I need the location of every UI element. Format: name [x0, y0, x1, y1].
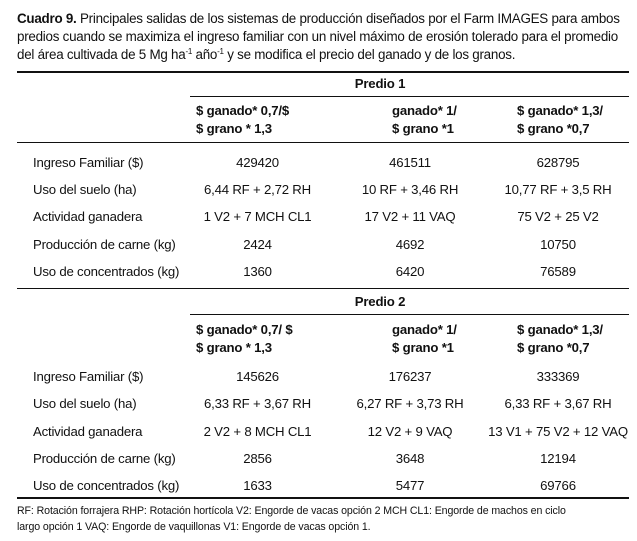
- cell-value: 12194: [540, 451, 576, 466]
- cell-value: 6,44 RF + 2,72 RH: [204, 182, 311, 197]
- predio2-scenario-2-line1: ganado* 1/: [392, 322, 457, 337]
- footnote-line-1: RF: Rotación forrajera RHP: Rotación hortícola V2: Engorde de vacas opción 2 MCH CL1: Engorde de machos en ciclo: [17, 505, 566, 517]
- cell-value: 17 V2 + 11 VAQ: [364, 209, 456, 224]
- row-label: Uso del suelo (ha): [33, 182, 137, 197]
- caption-label: Cuadro 9.: [17, 11, 77, 26]
- table-caption: [17, 10, 629, 64]
- row-label: Uso del suelo (ha): [33, 396, 137, 411]
- row-label: Producción de carne (kg): [33, 237, 176, 252]
- predio1-scenario-3-line1: $ ganado* 1,3/: [517, 103, 603, 118]
- row-label: Ingreso Familiar ($): [33, 155, 144, 170]
- cell-value: 1 V2 + 7 MCH CL1: [203, 209, 312, 224]
- predio1-header-rule: [190, 96, 629, 97]
- caption-superscript: -1: [217, 47, 224, 56]
- predio2-header-rule: [190, 314, 629, 315]
- predio1-scenario-1-line1: $ ganado* 0,7/$: [196, 103, 290, 118]
- row-label: Producción de carne (kg): [33, 451, 176, 466]
- cell-value: 10,77 RF + 3,5 RH: [504, 182, 612, 197]
- caption-superscript: -1: [185, 47, 193, 56]
- predio2-title: Predio 2: [354, 294, 406, 309]
- cell-value: 461511: [389, 155, 431, 170]
- cell-value: 145626: [236, 369, 279, 384]
- cell-value: 13 V1 + 75 V2 + 12 VAQ: [488, 424, 628, 439]
- cell-value: 429420: [236, 155, 279, 170]
- cell-value: 6,27 RF + 3,73 RH: [356, 396, 464, 411]
- cell-value: 1360: [243, 264, 272, 279]
- cell-value: 6420: [395, 264, 425, 279]
- cell-value: 12 V2 + 9 VAQ: [367, 424, 453, 439]
- predio2-scenario-2-line2: $ grano *1: [392, 340, 454, 355]
- cell-value: 3648: [395, 451, 425, 466]
- predio1-scenario-2-line2: $ grano *1: [392, 121, 454, 136]
- predio1-body-rule: [17, 142, 629, 143]
- row-label: Uso de concentrados (kg): [33, 264, 180, 279]
- cell-value: 2424: [243, 237, 272, 252]
- predio1-scenario-3-line2: $ grano *0,7: [517, 121, 590, 136]
- cell-value: 10750: [540, 237, 576, 252]
- predio1-scenario-2-line1: ganado* 1/: [392, 103, 457, 118]
- cell-value: 76589: [540, 264, 576, 279]
- row-label: Uso de concentrados (kg): [33, 478, 180, 493]
- cell-value: 4692: [395, 237, 425, 252]
- row-label: Ingreso Familiar ($): [33, 369, 144, 384]
- predio2-scenario-3-line1: $ ganado* 1,3/: [517, 322, 603, 337]
- cell-value: 75 V2 + 25 V2: [517, 209, 599, 224]
- section-divider-rule: [17, 288, 629, 289]
- predio2-scenario-1-line1: $ ganado* 0,7/ $: [196, 322, 293, 337]
- cell-value: 69766: [540, 478, 576, 493]
- cell-value: 176237: [388, 369, 432, 384]
- footnote-line-2: largo opción 1 VAQ: Engorde de vaquillonas V1: Engorde de vacas opción 1.: [17, 521, 371, 533]
- cell-value: 1633: [243, 478, 272, 493]
- cell-value: 333369: [536, 369, 580, 384]
- cell-value: 2856: [243, 451, 272, 466]
- caption-text: Principales salidas de los sistemas de producción diseñados por el Farm IMAGES para ambos predios cuando se maximiza el ingreso familiar con un nivel máximo de erosión tolerado para el promedio del área cultivada de 5 Mg ha: [17, 11, 620, 62]
- predio2-scenario-3-line2: $ grano *0,7: [517, 340, 590, 355]
- row-label: Actividad ganadera: [33, 424, 143, 439]
- predio1-scenario-1-line2: $ grano * 1,3: [196, 121, 272, 136]
- cell-value: 628795: [536, 155, 580, 170]
- cell-value: 6,33 RF + 3,67 RH: [504, 396, 612, 411]
- table-bottom-rule: [17, 497, 629, 499]
- row-label: Actividad ganadera: [33, 209, 143, 224]
- predio2-scenario-1-line2: $ grano * 1,3: [196, 340, 272, 355]
- cell-value: 10 RF + 3,46 RH: [361, 182, 459, 197]
- predio1-title: Predio 1: [354, 76, 406, 91]
- table-top-rule: [17, 71, 629, 73]
- caption-text: y se modifica el precio del ganado y de los granos.: [223, 47, 516, 62]
- cell-value: 6,33 RF + 3,67 RH: [204, 396, 311, 411]
- cell-value: 2 V2 + 8 MCH CL1: [203, 424, 312, 439]
- cell-value: 5477: [395, 478, 425, 493]
- caption-text: año: [192, 47, 218, 62]
